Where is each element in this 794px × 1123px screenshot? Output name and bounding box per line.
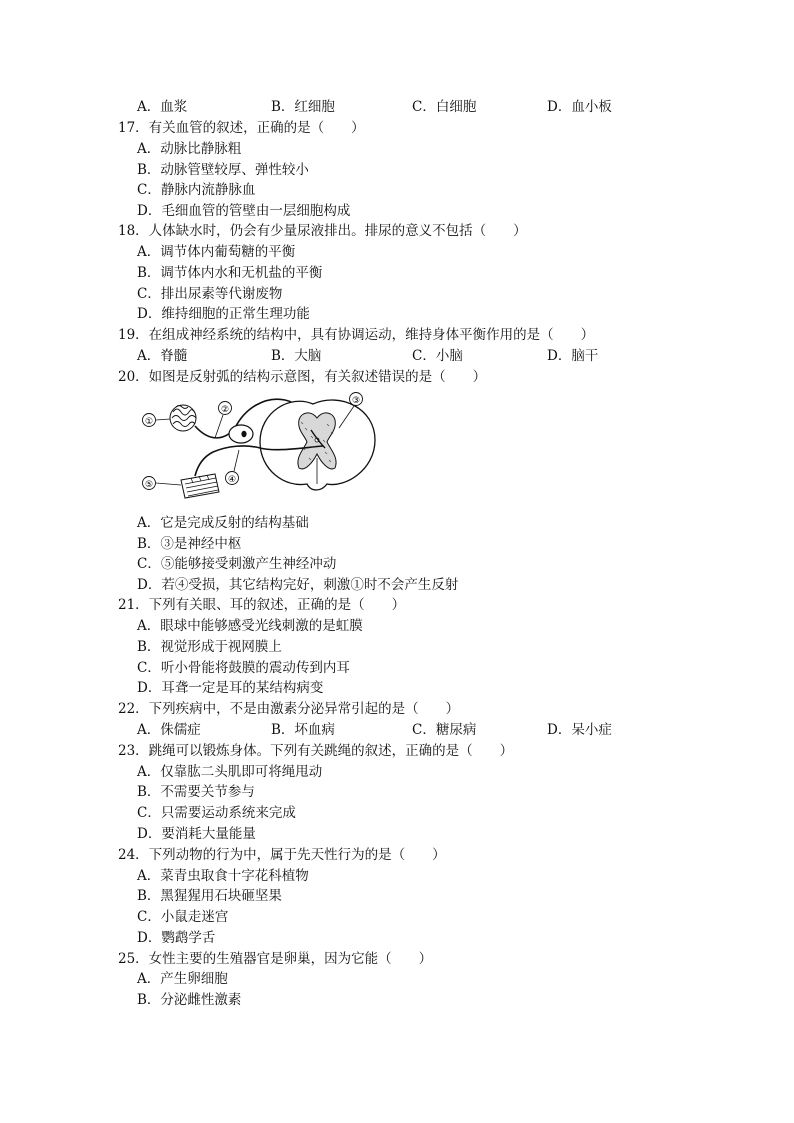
q16-option-a: A．血浆 xyxy=(137,99,188,115)
q18-stem: 18．人体缺水时，仍会有少量尿液排出。排尿的意义不包括（ ） xyxy=(118,223,527,239)
q20-option-b: B．③是神经中枢 xyxy=(137,536,242,552)
q20-stem: 20．如图是反射弧的结构示意图，有关叙述错误的是（ ） xyxy=(118,369,487,385)
q18-option-c: C．排出尿素等代谢废物 xyxy=(137,286,283,302)
q25-option-b: B．分泌雌性激素 xyxy=(137,992,242,1008)
q22-stem: 22．下列疾病中，不是由激素分泌异常引起的是（ ） xyxy=(118,701,460,717)
q17-option-a: A．动脉比静脉粗 xyxy=(137,141,242,157)
q17-stem: 17．有关血管的叙述，正确的是（ ） xyxy=(118,120,365,136)
label-3: ③ xyxy=(351,396,361,406)
q25-option-a: A．产生卵细胞 xyxy=(137,971,228,987)
q21-option-b: B．视觉形成于视网膜上 xyxy=(137,639,282,655)
q24-stem: 24．下列动物的行为中，属于先天性行为的是（ ） xyxy=(118,847,446,863)
q19-option-a: A．脊髓 xyxy=(137,348,188,364)
ganglion xyxy=(229,425,253,443)
q21-option-d: D．耳聋一定是耳的某结构病变 xyxy=(137,680,324,696)
q22-options-row xyxy=(137,720,697,740)
q21-stem: 21．下列有关眼、耳的叙述，正确的是（ ） xyxy=(118,597,406,613)
q17-option-b: B．动脉管壁较厚、弹性较小 xyxy=(137,162,309,178)
q24-option-b: B．黑猩猩用石块砸坚果 xyxy=(137,888,282,904)
q16-option-b: B．红细胞 xyxy=(271,99,335,115)
receptor-tissue xyxy=(170,405,196,431)
q16-option-c: C．白细胞 xyxy=(412,99,477,115)
reflex-arc-figure xyxy=(135,388,385,506)
label-1: ① xyxy=(144,417,154,427)
q18-option-a: A．调节体内葡萄糖的平衡 xyxy=(137,244,296,260)
q22-option-d: D．呆小症 xyxy=(547,722,612,738)
q22-option-b: B．坏血病 xyxy=(271,722,335,738)
q25-stem: 25．女性主要的生殖器官是卵巢，因为它能（ ） xyxy=(118,951,433,967)
q18-option-b: B．调节体内水和无机盐的平衡 xyxy=(137,265,323,281)
q20-option-d: D．若④受损，其它结构完好，刺激①时不会产生反射 xyxy=(137,577,459,593)
q23-option-a: A．仅靠肱二头肌即可将绳甩动 xyxy=(137,764,323,780)
q24-option-d: D．鹦鹉学舌 xyxy=(137,930,216,946)
q23-option-b: B．不需要关节参与 xyxy=(137,784,255,800)
q21-option-c: C．听小骨能将鼓膜的震动传到内耳 xyxy=(137,660,350,676)
q19-option-d: D．脑干 xyxy=(547,348,599,364)
q17-option-c: C．静脉内流静脉血 xyxy=(137,182,256,198)
q22-option-c: C．糖尿病 xyxy=(412,722,477,738)
q23-stem: 23．跳绳可以锻炼身体。下列有关跳绳的叙述，正确的是（ ） xyxy=(118,743,514,759)
q22-option-a: A．侏儒症 xyxy=(137,722,201,738)
effector-muscle xyxy=(181,474,219,498)
q17-option-d: D．毛细血管的管壁由一层细胞构成 xyxy=(137,203,351,219)
q18-option-d: D．维持细胞的正常生理功能 xyxy=(137,306,310,322)
label-5: ⑤ xyxy=(144,480,154,490)
q19-options-row xyxy=(137,346,697,366)
q19-stem: 19．在组成神经系统的结构中，具有协调运动，维持身体平衡作用的是（ ） xyxy=(118,327,595,343)
q24-option-c: C．小鼠走迷宫 xyxy=(137,909,229,925)
q19-option-c: C．小脑 xyxy=(412,348,463,364)
q23-option-c: C．只需要运动系统来完成 xyxy=(137,805,296,821)
label-2: ② xyxy=(220,405,230,415)
q20-option-c: C．⑤能够接受刺激产生神经冲动 xyxy=(137,556,337,572)
spinal-cord xyxy=(260,400,375,490)
q16-options-row xyxy=(137,97,697,117)
label-4: ④ xyxy=(227,475,237,485)
q20-option-a: A．它是完成反射的结构基础 xyxy=(137,515,309,531)
q21-option-a: A．眼球中能够感受光线刺激的是虹膜 xyxy=(137,618,363,634)
q16-option-d: D．血小板 xyxy=(547,99,612,115)
q24-option-a: A．菜青虫取食十字花科植物 xyxy=(137,868,309,884)
q19-option-b: B．大脑 xyxy=(271,348,322,364)
reflex-arc-diagram xyxy=(135,388,385,506)
q23-option-d: D．要消耗大量能量 xyxy=(137,826,256,842)
